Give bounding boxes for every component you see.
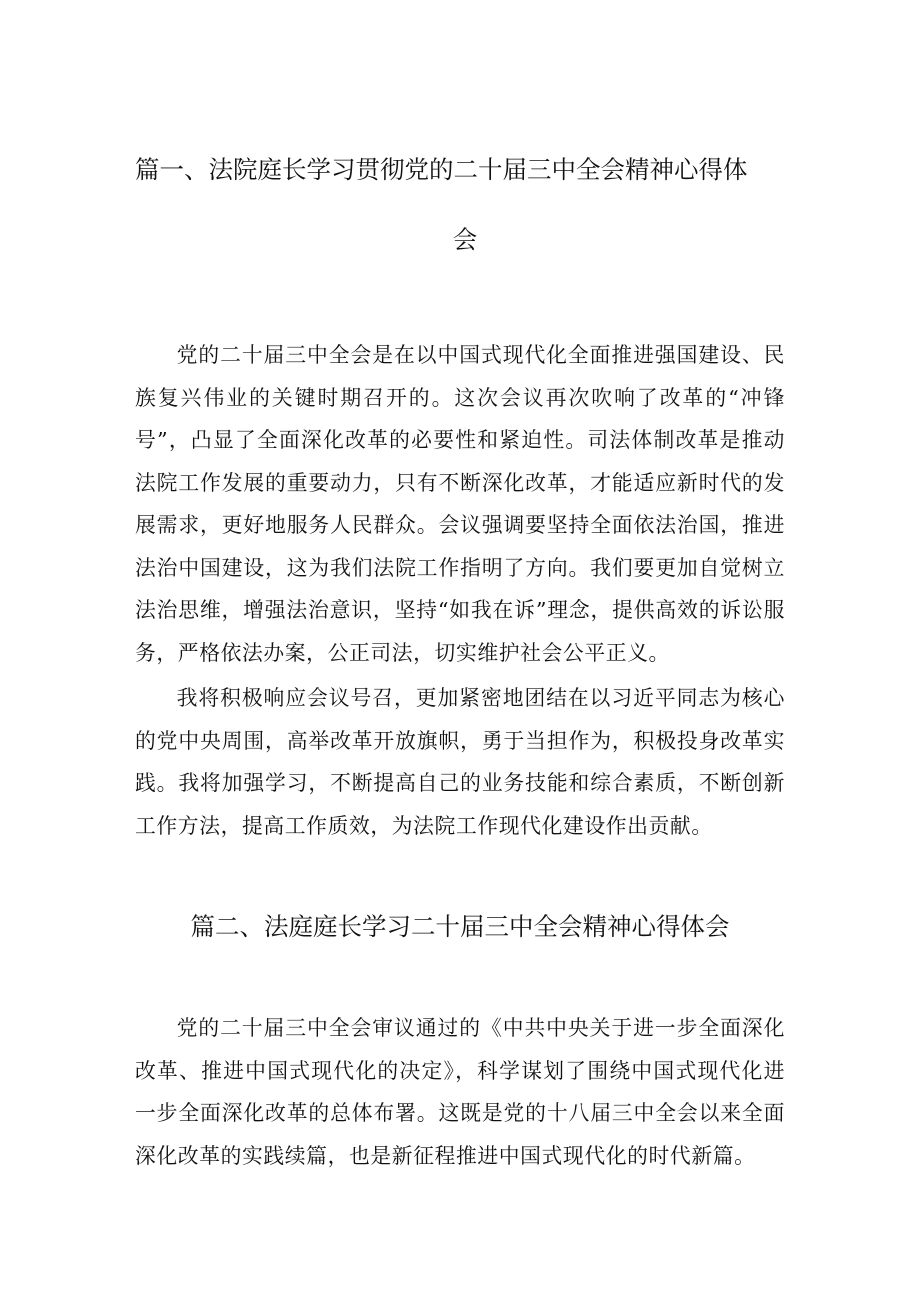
section-2-paragraph-1: 党的二十届三中全会审议通过的《中共中央关于进一步全面深化改革、推进中国式现代化的决定》，科学谋划了围绕中国式现代化进一步全面深化改革的总体布署。这既是党的十八届三中全会以来全面深化改革的实践续篇，也是新征程推进中国式现代化的时代新篇。	[135, 1016, 785, 1168]
section-2-title: 篇二、法庭庭长学习二十届三中全会精神心得体会	[190, 912, 730, 941]
section-1-paragraph-2: 我将积极响应会议号召，更加紧密地团结在以习近平同志为核心的党中央周围，高举改革开放旗帜，勇于当担作为，积极投身改革实践。我将加强学习，不断提高自己的业务技能和综合素质，不断创新工作方法，提高工作质效，为法院工作现代化建设作出贡献。	[135, 686, 785, 838]
section-1-title-line-1: 篇一、法院庭长学习贯彻党的二十届三中全会精神心得体	[135, 155, 748, 184]
section-1-title	[135, 135, 785, 275]
section-1-paragraph-1: 党的二十届三中全会是在以中国式现代化全面推进强国建设、民族复兴伟业的关键时期召开的。这次会议再次吹响了改革的“冲锋号”，凸显了全面深化改革的必要性和紧迫性。司法体制改革是推动法院工作发展的重要动力，只有不断深化改革，才能适应新时代的发展需求，更好地服务人民群众。会议强调要坚持全面依法治国，推进法治中国建设，这为我们法院工作指明了方向。我们要更加自觉树立法治思维，增强法治意识，坚持“如我在诉”理念，提供高效的诉讼服务，严格依法办案，公正司法，切实维护社会公平正义。	[135, 343, 785, 665]
section-1-title-line-2: 会	[452, 225, 478, 254]
